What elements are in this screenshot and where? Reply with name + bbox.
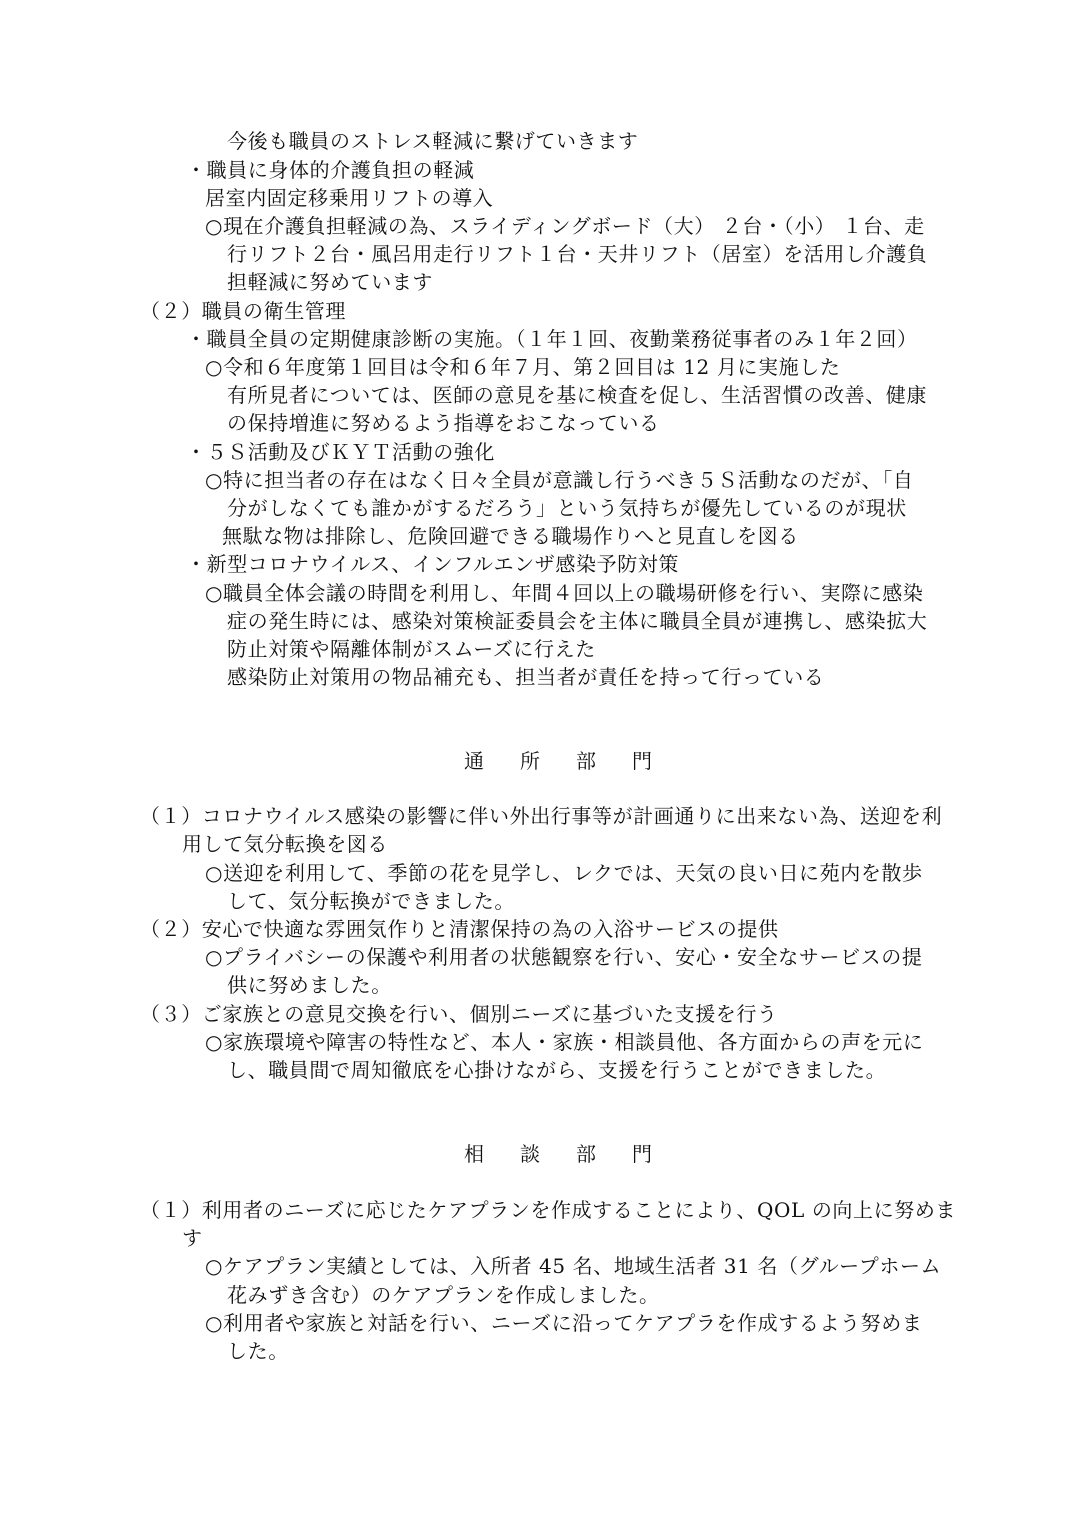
text-line: 花みずき含む）のケアプランを作成しました。 (227, 1283, 660, 1307)
circle-item: ○現在介護負担軽減の為、スライディングボード（大） ２台・（小） １台、走 (205, 214, 925, 238)
text-line: す (182, 1226, 203, 1250)
bullet-item: ・職員全員の定期健康診断の実施。（１年１回、夜勤業務従事者のみ１年２回） (186, 327, 918, 351)
numbered-heading: （２）安心で快適な雰囲気作りと清潔保持の為の入浴サービスの提供 (140, 917, 779, 941)
circle-item: ○プライバシーの保護や利用者の状態観察を行い、安心・安全なサービスの提 (205, 945, 923, 969)
circle-item: ○職員全体会議の時間を利用し、年間４回以上の職場研修を行い、実際に感染 (205, 581, 924, 605)
circle-item: ○特に担当者の存在はなく日々全員が意識し行うべき５Ｓ活動なのだが、「自 (205, 468, 914, 492)
bullet-item: ・新型コロナウイルス、インフルエンザ感染予防対策 (186, 552, 679, 576)
text-line: 感染防止対策用の物品補充も、担当者が責任を持って行っている (227, 665, 825, 689)
text-line: 症の発生時には、感染対策検証委員会を主体に職員全員が連携し、感染拡大 (227, 609, 928, 633)
numbered-heading: （３）ご家族との意見交換を行い、個別ニーズに基づいた支援を行う (140, 1002, 778, 1026)
section-heading-consultation: 相 談 部 門 (464, 1142, 652, 1166)
circle-item: ○送迎を利用して、季節の花を見学し、レクでは、天気の良い日に苑内を散歩 (205, 861, 923, 885)
circle-item: ○利用者や家族と対話を行い、ニーズに沿ってケアプラを作成するよう努めま (205, 1311, 923, 1335)
circle-item: ○ケアプラン実績としては、入所者 45 名、地域生活者 31 名（グループホーム (205, 1254, 942, 1278)
text-line: 担軽減に努めています (227, 270, 433, 294)
text-line: 供に努めました。 (227, 973, 392, 997)
circle-item: ○家族環境や障害の特性など、本人・家族・相談員他、各方面からの声を元に (205, 1030, 924, 1054)
text-line: し、職員間で周知徹底を心掛けながら、支援を行うことができました。 (227, 1058, 887, 1082)
text-line: 有所見者については、医師の意見を基に検査を促し、生活習慣の改善、健康 (227, 383, 927, 407)
text-line: 防止対策や隔離体制がスムーズに行えた (227, 637, 596, 661)
text-line: 分がしなくても誰かがするだろう」という気持ちが優先しているのが現状 (227, 496, 907, 520)
text-line: 居室内固定移乗用リフトの導入 (205, 186, 494, 210)
text-line: した。 (227, 1339, 289, 1363)
text-line: の保持増進に努めるよう指導をおこなっている (227, 411, 660, 435)
numbered-heading: （１）コロナウイルス感染の影響に伴い外出行事等が計画通りに出来ない為、送迎を利 (140, 804, 943, 828)
text-line: 用して気分転換を図る (182, 832, 388, 856)
section-heading-day-service: 通 所 部 門 (464, 749, 652, 773)
text-line: 無駄な物は排除し、危険回避できる職場作りへと見直しを図る (222, 524, 799, 548)
numbered-heading: （１）利用者のニーズに応じたケアプランを作成することにより、QOL の向上に努めま (140, 1198, 957, 1222)
bullet-item: ・職員に身体的介護負担の軽減 (186, 158, 475, 182)
circle-item: ○令和６年度第１回目は令和６年７月、第２回目は 12 月に実施した (205, 355, 841, 379)
text-line: して、気分転換ができました。 (227, 889, 515, 913)
numbered-heading: （２）職員の衛生管理 (140, 299, 346, 323)
text-line: 今後も職員のストレス軽減に繋げていきます (227, 129, 639, 153)
text-line: 行リフト２台・風呂用走行リフト１台・天井リフト（居室）を活用し介護負 (227, 242, 928, 266)
bullet-item: ・５Ｓ活動及びＫＹＴ活動の強化 (186, 440, 495, 464)
